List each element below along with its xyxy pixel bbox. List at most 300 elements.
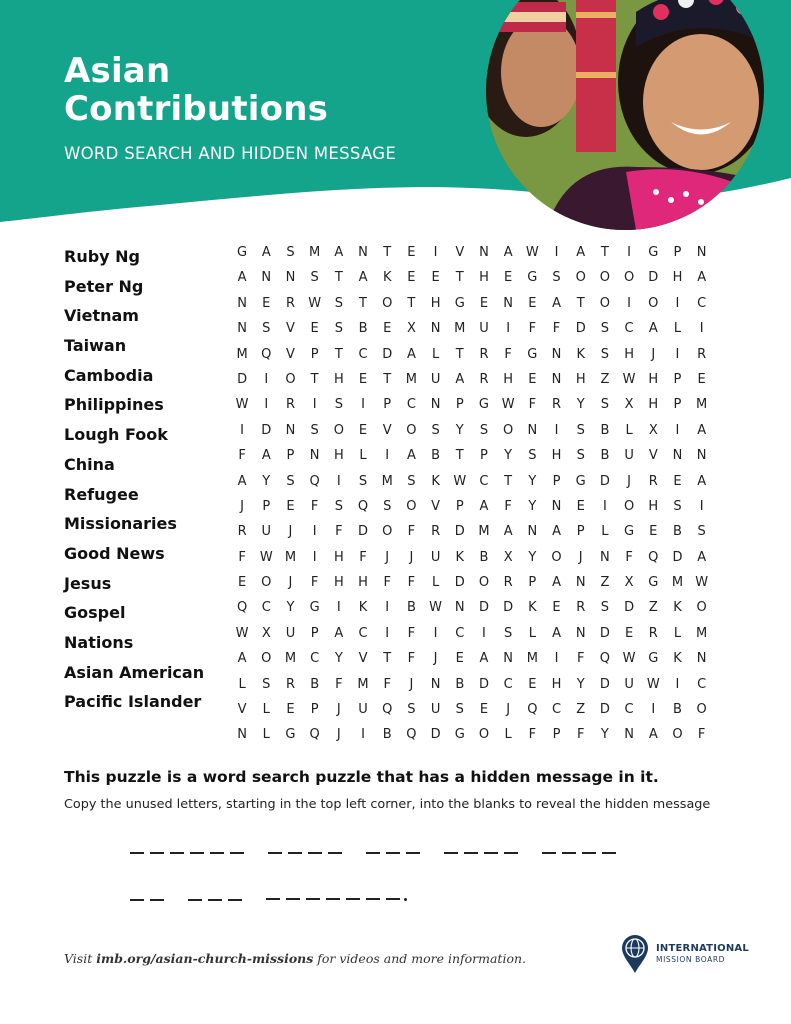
grid-letter: A	[697, 422, 707, 438]
grid-letter: E	[624, 625, 634, 641]
grid-letter: T	[455, 346, 464, 362]
grid-letter: I	[675, 346, 680, 362]
word-list-item: Asian American	[64, 662, 205, 682]
grid-letter: D	[599, 676, 610, 692]
letter-blank[interactable]	[346, 898, 360, 900]
blank-word[interactable]	[268, 852, 348, 854]
grid-letter: N	[551, 498, 562, 514]
letter-blank[interactable]	[444, 852, 458, 854]
grid-letter: S	[576, 448, 585, 464]
grid-letter: J	[288, 575, 293, 591]
word-list-item: Cambodia	[64, 365, 154, 385]
grid-letter: L	[262, 702, 270, 718]
grid-letter: N	[696, 245, 707, 260]
page-title-line2: Contributions	[64, 89, 329, 129]
grid-letter: S	[528, 448, 537, 464]
grid-letter: I	[361, 397, 365, 413]
grid-letter: U	[358, 702, 368, 718]
blank-word[interactable]	[130, 852, 250, 854]
grid-letter: I	[627, 295, 632, 311]
grid-letter: V	[358, 651, 368, 667]
grid-letter: N	[479, 245, 489, 260]
grid-letter: M	[526, 651, 538, 667]
grid-letter: F	[504, 498, 512, 514]
grid-letter: N	[575, 575, 586, 591]
word-list	[64, 242, 204, 717]
grid-letter: N	[575, 625, 586, 641]
grid-letter: D	[648, 270, 659, 286]
letter-blank[interactable]	[386, 898, 400, 900]
grid-letter: S	[286, 473, 295, 489]
grid-letter: G	[575, 473, 586, 489]
letter-blank[interactable]	[210, 852, 224, 854]
grid-letter: Y	[528, 473, 537, 489]
grid-letter: T	[455, 448, 464, 464]
letter-blank[interactable]	[190, 852, 204, 854]
grid-letter: I	[240, 422, 245, 438]
grid-letter: D	[478, 600, 489, 616]
letter-blank[interactable]	[150, 899, 164, 901]
grid-letter: E	[673, 473, 682, 489]
grid-letter: C	[503, 676, 513, 692]
grid-letter: A	[334, 245, 344, 260]
grid-letter: B	[382, 727, 392, 743]
grid-letter: G	[624, 524, 635, 540]
grid-letter: U	[430, 371, 441, 387]
grid-letter: F	[625, 549, 633, 565]
grid-letter: O	[696, 702, 707, 718]
grid-letter: P	[552, 727, 561, 743]
grid-letter: O	[648, 295, 659, 311]
grid-letter: O	[406, 498, 417, 514]
grid-letter: P	[673, 245, 682, 260]
grid-letter: L	[673, 625, 682, 641]
grid-letter: B	[600, 422, 610, 438]
grid-letter: M	[284, 549, 297, 565]
grid-letter: I	[336, 600, 341, 616]
grid-letter: P	[673, 371, 682, 387]
word-list-item: Gospel	[64, 603, 126, 623]
grid-letter: R	[479, 371, 489, 387]
grid-letter: L	[262, 727, 270, 743]
grid-letter: H	[648, 397, 659, 413]
grid-letter: E	[528, 371, 537, 387]
grid-letter: M	[671, 575, 684, 591]
grid-letter: D	[599, 625, 610, 641]
grid-letter: B	[600, 448, 610, 464]
grid-letter: N	[358, 245, 368, 260]
grid-letter: W	[525, 245, 539, 260]
letter-blank[interactable]	[230, 852, 244, 854]
grid-letter: S	[431, 422, 440, 438]
grid-letter: P	[383, 397, 392, 413]
grid-letter: E	[286, 702, 295, 718]
grid-letter: A	[648, 321, 658, 337]
grid-letter: B	[455, 676, 465, 692]
grid-letter: K	[382, 270, 392, 286]
grid-letter: Q	[406, 727, 417, 743]
grid-letter: G	[648, 575, 659, 591]
grid-letter: T	[407, 295, 416, 311]
grid-letter: G	[309, 600, 320, 616]
grid-letter: O	[623, 270, 635, 286]
answer-blanks-row-2[interactable]	[130, 898, 425, 901]
grid-letter: V	[237, 702, 247, 718]
grid-letter: R	[285, 295, 295, 311]
grid-letter: S	[358, 473, 368, 489]
grid-letter: J	[651, 346, 656, 362]
grid-letter: F	[359, 549, 367, 565]
grid-letter: Y	[262, 473, 271, 489]
grid-letter: I	[675, 422, 680, 438]
grid-letter: F	[407, 651, 416, 667]
grid-letter: D	[624, 600, 635, 616]
letter-blank[interactable]	[228, 899, 242, 901]
grid-letter: Q	[236, 600, 248, 616]
grid-letter: A	[552, 295, 561, 311]
grid-letter: A	[697, 549, 707, 565]
grid-letter: K	[576, 346, 585, 362]
page-title-line1: Asian	[64, 51, 171, 91]
grid-letter: D	[382, 346, 393, 362]
blank-word[interactable]	[188, 899, 248, 901]
grid-letter: W	[259, 549, 273, 565]
grid-letter: L	[359, 448, 367, 464]
grid-letter: W	[453, 473, 467, 489]
grid-letter: M	[696, 625, 708, 641]
grid-letter: H	[672, 270, 683, 286]
grid-letter: A	[455, 371, 465, 387]
grid-letter: Q	[648, 549, 659, 565]
grid-letter: R	[648, 473, 658, 489]
word-list-item: Ruby Ng	[64, 247, 141, 266]
grid-letter: L	[625, 422, 633, 438]
word-list-item: Refugee	[64, 484, 139, 504]
letter-blank[interactable]	[326, 898, 340, 900]
grid-letter: N	[430, 676, 441, 692]
grid-letter: A	[648, 727, 658, 743]
word-list-item: Nations	[64, 632, 134, 652]
letter-blank[interactable]	[208, 899, 222, 901]
grid-letter: T	[383, 371, 392, 387]
grid-letter: N	[503, 295, 514, 311]
grid-letter: E	[431, 270, 440, 286]
grid-letter: F	[383, 676, 391, 692]
word-list-item: Pacific Islander	[64, 692, 202, 712]
grid-letter: B	[479, 549, 489, 565]
blank-word[interactable]	[444, 852, 524, 854]
grid-letter: A	[261, 448, 271, 464]
grid-letter: S	[552, 270, 561, 286]
grid-letter: L	[431, 346, 440, 362]
letter-blank[interactable]	[464, 852, 478, 854]
grid-letter: I	[554, 422, 559, 438]
grid-letter: J	[288, 524, 293, 540]
grid-letter: S	[407, 702, 416, 718]
grid-letter: P	[310, 625, 319, 641]
letter-blank[interactable]	[484, 852, 498, 854]
grid-letter: H	[333, 549, 344, 565]
letter-blank[interactable]	[286, 898, 300, 900]
grid-letter: C	[358, 625, 368, 641]
grid-letter: M	[284, 651, 297, 667]
word-list-item: Good News	[64, 543, 165, 563]
grid-letter: N	[503, 651, 514, 667]
grid-letter: E	[237, 575, 247, 591]
letter-blank[interactable]	[268, 852, 282, 854]
grid-letter: A	[697, 270, 707, 286]
grid-letter: D	[358, 524, 369, 540]
grid-letter: N	[430, 397, 441, 413]
grid-letter: H	[575, 371, 586, 387]
grid-letter: O	[575, 270, 586, 286]
grid-letter: F	[528, 397, 537, 413]
grid-letter: O	[503, 422, 514, 438]
grid-letter: N	[624, 727, 634, 743]
word-list-item: Lough Fook	[64, 425, 168, 445]
grid-letter: I	[385, 625, 390, 641]
grid-letter: I	[312, 397, 317, 413]
word-list-item: China	[64, 454, 115, 474]
letter-blank[interactable]	[582, 852, 596, 854]
grid-letter: I	[627, 245, 632, 260]
grid-letter: H	[333, 371, 344, 387]
grid-letter: D	[237, 371, 248, 387]
grid-letter: E	[528, 295, 537, 311]
footer-suffix: for videos and more information.	[313, 951, 526, 966]
grid-letter: J	[627, 473, 632, 489]
grid-letter: F	[335, 676, 343, 692]
grid-letter: F	[310, 575, 319, 591]
grid-letter: C	[261, 600, 271, 616]
grid-letter: E	[358, 422, 368, 438]
letter-blank[interactable]	[366, 898, 380, 900]
grid-letter: M	[454, 321, 466, 337]
grid-letter: I	[482, 625, 486, 641]
grid-letter: S	[479, 422, 489, 438]
grid-letter: I	[675, 676, 680, 692]
grid-letter: V	[382, 422, 392, 438]
grid-letter: F	[238, 448, 246, 464]
grid-letter: Q	[599, 651, 611, 667]
grid-letter: V	[648, 448, 658, 464]
grid-letter: T	[334, 346, 343, 362]
answer-blanks-row-1[interactable]	[130, 852, 640, 854]
grid-letter: C	[697, 295, 707, 311]
grid-letter: S	[334, 498, 343, 514]
grid-letter: S	[262, 321, 271, 337]
grid-letter: A	[479, 498, 489, 514]
grid-letter: C	[455, 625, 465, 641]
letter-blank[interactable]	[288, 852, 302, 854]
grid-letter: F	[238, 549, 246, 565]
letter-blank[interactable]	[562, 852, 576, 854]
grid-letter: R	[237, 524, 247, 540]
blank-word[interactable]	[130, 899, 170, 901]
grid-letter: D	[575, 321, 586, 337]
grid-letter: X	[503, 549, 513, 565]
grid-letter: Q	[357, 498, 369, 514]
grid-letter: V	[286, 346, 295, 362]
word-list-item: Missionaries	[64, 514, 177, 534]
grid-letter: P	[455, 397, 464, 413]
grid-letter: B	[358, 321, 368, 337]
word-list-item: Taiwan	[64, 336, 127, 356]
grid-letter: U	[624, 448, 634, 464]
grid-letter: P	[528, 575, 537, 591]
grid-letter: E	[407, 270, 416, 286]
grid-letter: I	[554, 245, 559, 260]
grid-letter: O	[551, 549, 562, 565]
grid-letter: N	[551, 346, 562, 362]
grid-letter: U	[285, 625, 296, 641]
grid-letter: W	[235, 625, 249, 641]
grid-letter: N	[551, 371, 562, 387]
grid-letter: A	[406, 346, 416, 362]
grid-letter: S	[600, 321, 610, 337]
letter-blank[interactable]	[504, 852, 518, 854]
grid-letter: X	[406, 321, 416, 337]
letter-blank[interactable]	[542, 852, 556, 854]
grid-letter: H	[430, 295, 441, 311]
grid-letter: I	[361, 727, 365, 743]
grid-letter: A	[503, 524, 513, 540]
grid-letter: H	[333, 575, 344, 591]
grid-letter: B	[431, 448, 441, 464]
grid-letter: L	[431, 575, 440, 591]
grid-letter: I	[264, 397, 269, 413]
letter-blank[interactable]	[308, 852, 322, 854]
grid-letter: M	[696, 397, 708, 413]
grid-letter: F	[528, 727, 537, 743]
grid-letter: D	[503, 600, 514, 616]
grid-letter: I	[506, 321, 511, 337]
grid-letter: J	[506, 702, 511, 718]
grid-letter: F	[407, 625, 416, 641]
grid-letter: I	[312, 549, 317, 565]
grid-letter: C	[358, 346, 368, 362]
grid-letter: N	[261, 270, 272, 286]
globe-pin-icon	[620, 934, 650, 974]
grid-letter: H	[358, 575, 368, 591]
letter-blank[interactable]	[306, 898, 320, 900]
letter-blank[interactable]	[602, 852, 616, 854]
letter-blank[interactable]	[406, 852, 420, 854]
grid-letter: I	[699, 321, 704, 337]
imb-logo	[620, 934, 749, 974]
grid-letter: H	[624, 346, 634, 362]
grid-letter: W	[429, 600, 443, 616]
grid-letter: E	[455, 651, 464, 667]
grid-letter: A	[237, 651, 247, 667]
letter-blank[interactable]	[170, 852, 184, 854]
letter-blank[interactable]	[130, 899, 144, 901]
grid-letter: F	[697, 727, 706, 743]
grid-letter: O	[261, 651, 272, 667]
grid-letter: O	[478, 727, 490, 743]
grid-letter: R	[576, 600, 586, 616]
grid-letter: A	[261, 245, 271, 260]
grid-letter: G	[454, 295, 465, 311]
blank-word[interactable]	[266, 898, 407, 901]
letter-blank[interactable]	[130, 852, 144, 854]
grid-letter: I	[385, 448, 390, 464]
letter-blank[interactable]	[328, 852, 342, 854]
grid-letter: T	[359, 295, 367, 311]
grid-letter: D	[478, 676, 489, 692]
grid-letter: T	[455, 270, 464, 286]
grid-letter: G	[648, 651, 659, 667]
grid-letter: W	[646, 676, 660, 692]
grid-letter: P	[480, 448, 488, 464]
grid-letter: A	[576, 245, 586, 260]
blank-word[interactable]	[542, 852, 622, 854]
grid-letter: I	[651, 702, 656, 718]
grid-letter: T	[600, 245, 609, 260]
letter-blank[interactable]	[366, 852, 380, 854]
letter-blank[interactable]	[266, 898, 280, 900]
grid-letter: O	[696, 600, 707, 616]
grid-letter: G	[454, 727, 465, 743]
grid-letter: X	[261, 625, 271, 641]
grid-letter: H	[551, 676, 562, 692]
grid-letter: S	[310, 270, 319, 286]
grid-letter: J	[240, 498, 245, 514]
grid-letter: O	[333, 422, 344, 438]
grid-letter: F	[576, 727, 585, 743]
grid-letter: D	[430, 727, 441, 743]
letter-blank[interactable]	[188, 899, 202, 901]
word-list-item: Philippines	[64, 395, 164, 415]
blank-word[interactable]	[366, 852, 426, 854]
grid-letter: F	[528, 321, 537, 337]
grid-letter: J	[578, 549, 583, 565]
grid-letter: R	[285, 397, 295, 413]
grid-letter: Z	[576, 702, 586, 718]
grid-letter: S	[334, 321, 343, 337]
grid-letter: O	[382, 295, 393, 311]
grid-letter: N	[600, 549, 610, 565]
grid-letter: D	[599, 473, 610, 489]
letter-blank[interactable]	[150, 852, 164, 854]
grid-letter: E	[358, 371, 368, 387]
grid-letter: T	[504, 473, 513, 489]
grid-letter: A	[552, 625, 561, 641]
grid-letter: Q	[309, 727, 320, 743]
word-list-item: Jesus	[64, 573, 112, 593]
grid-letter: E	[479, 702, 489, 718]
grid-letter: E	[286, 498, 295, 514]
grid-letter: L	[673, 321, 682, 337]
footer-url[interactable]: imb.org/asian-church-missions	[96, 951, 314, 966]
grid-letter: O	[285, 371, 296, 387]
grid-letter: I	[554, 651, 559, 667]
grid-letter: D	[672, 549, 683, 565]
grid-letter: U	[430, 702, 441, 718]
grid-letter: Y	[334, 651, 343, 667]
footer-prefix: Visit	[64, 951, 97, 966]
letter-blank[interactable]	[386, 852, 400, 854]
grid-letter: G	[478, 397, 489, 413]
letter-grid	[230, 240, 714, 748]
grid-letter: Y	[576, 397, 585, 413]
grid-letter: Y	[455, 422, 464, 438]
period-mark	[404, 898, 407, 901]
grid-letter: V	[455, 245, 465, 260]
grid-letter: S	[310, 422, 319, 438]
grid-letter: K	[673, 600, 682, 616]
grid-letter: S	[697, 524, 706, 540]
